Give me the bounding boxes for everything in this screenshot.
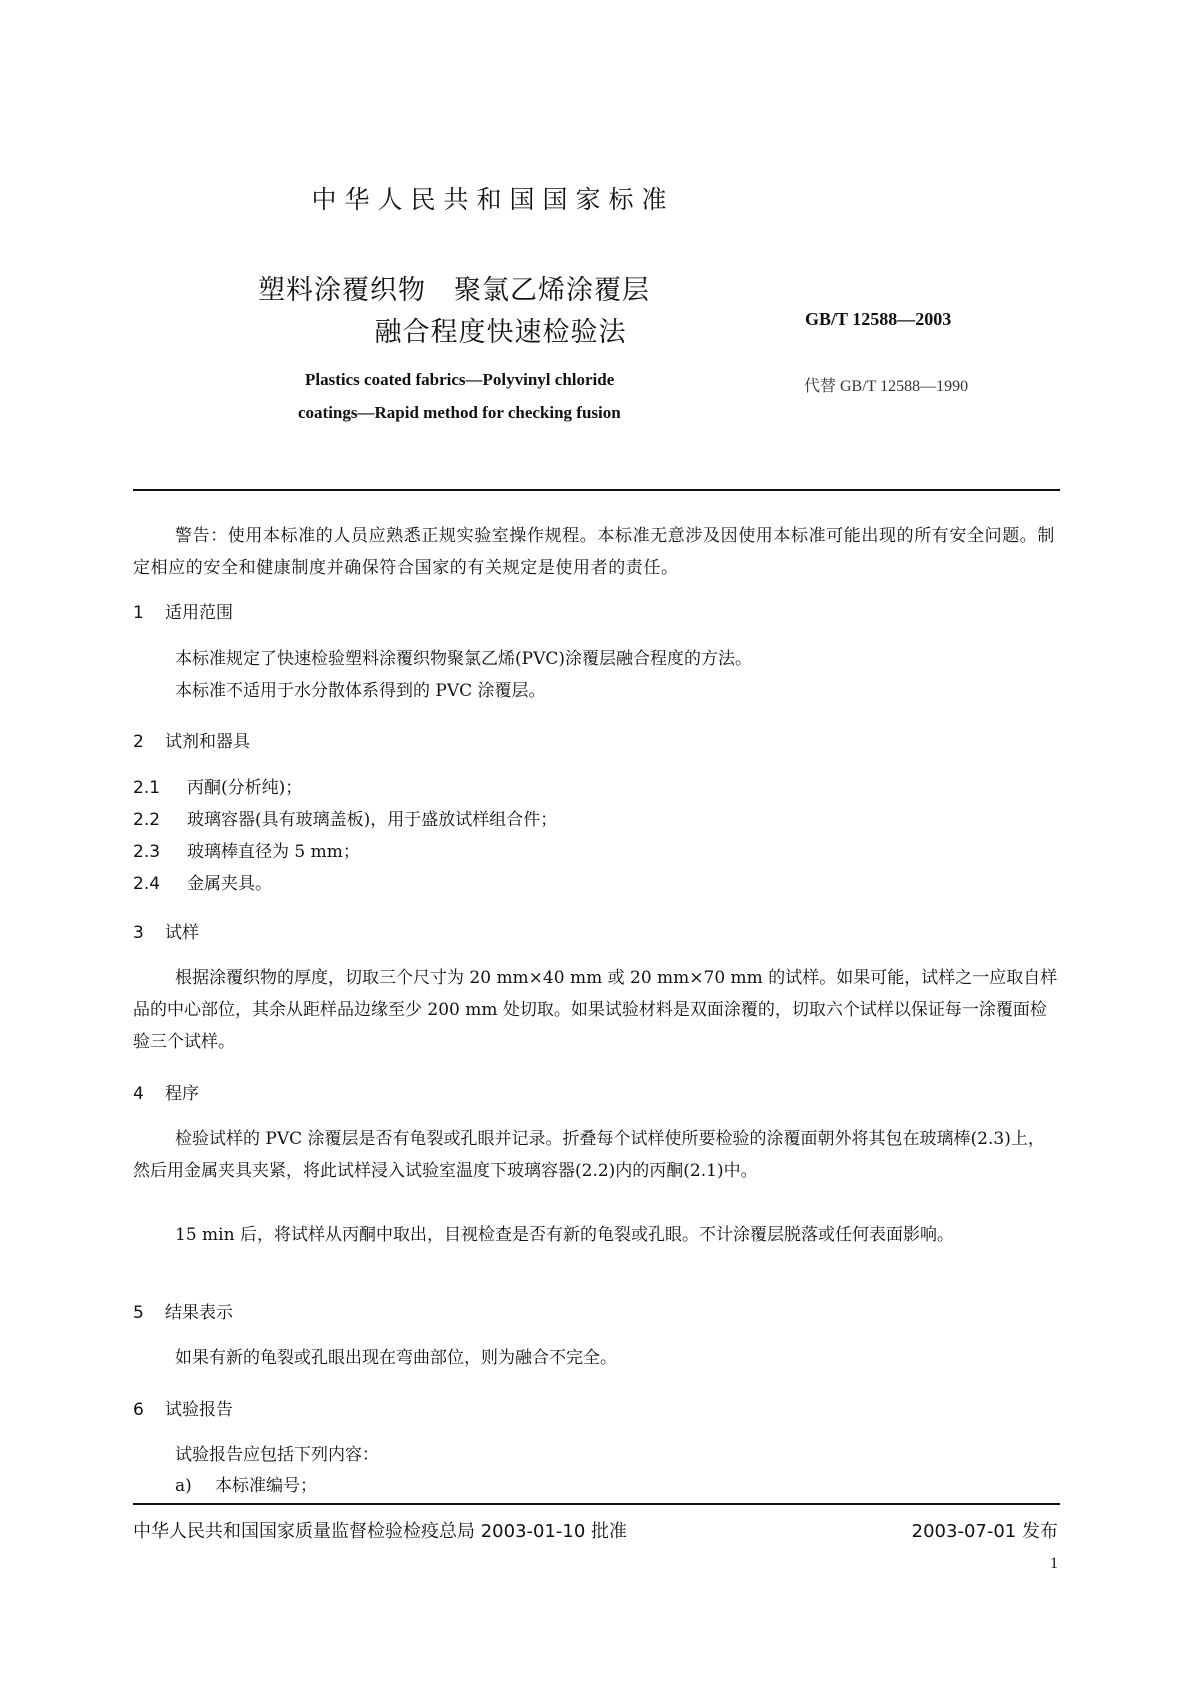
section-title: 试验报告 (165, 1400, 233, 1420)
section-number: 1 (133, 603, 144, 623)
national-standard-heading: 中华人民共和国国家标准 (311, 185, 675, 214)
approval-statement: 中华人民共和国国家质量监督检验检疫总局 2003-01-10 批准 (133, 1521, 628, 1542)
section-2-heading (133, 727, 250, 752)
item-number: 2.4 (133, 874, 161, 894)
item-number: 2.1 (133, 778, 161, 798)
list-item (133, 773, 302, 798)
title-english-line1: Plastics coated fabrics—Polyvinyl chloride (305, 370, 615, 389)
section-1-paragraph-1: 本标准规定了快速检验塑料涂覆织物聚氯乙烯(PVC)涂覆层融合程度的方法。 (175, 649, 752, 669)
replaces-standard: 代替 GB/T 12588—1990 (804, 378, 969, 395)
issue-date: 2003-07-01 发布 (911, 1521, 1058, 1542)
item-text: 玻璃棒直径为 5 mm； (187, 842, 360, 862)
section-6-heading (133, 1395, 233, 1420)
section-title: 结果表示 (165, 1303, 233, 1323)
title-chinese-line2: 融合程度快速检验法 (374, 317, 627, 348)
section-title: 程序 (165, 1084, 199, 1104)
section-1-heading (133, 598, 233, 623)
section-4-heading (133, 1079, 199, 1104)
list-item (175, 1470, 775, 1502)
item-number: 2.3 (133, 842, 161, 862)
section-number: 5 (133, 1303, 144, 1323)
item-text: 本标准编号； (215, 1476, 317, 1496)
section-number: 2 (133, 732, 144, 752)
safety-warning: 警告：使用本标准的人员应熟悉正规实验室操作规程。本标准无意涉及因使用本标准可能出现的所有安全问题。制定相应的安全和健康制度并确保符合国家的有关规定是使用者的责任。 (133, 526, 1055, 578)
item-text: 丙酮(分析纯)； (187, 778, 303, 798)
item-text: 玻璃容器(具有玻璃盖板)，用于盛放试样组合件； (187, 810, 558, 830)
section-number: 3 (133, 923, 144, 943)
item-number: 2.2 (133, 810, 161, 830)
title-chinese-line1: 塑料涂覆织物 聚氯乙烯涂覆层 (258, 275, 650, 306)
section-1-paragraph-2: 本标准不适用于水分散体系得到的 PVC 涂覆层。 (175, 681, 546, 701)
section-title: 适用范围 (165, 603, 233, 623)
standard-number: GB/T 12588—2003 (805, 309, 952, 329)
section-title: 试样 (165, 923, 199, 943)
header-divider (133, 489, 1060, 491)
item-text: 金属夹具。 (187, 874, 272, 894)
list-item (133, 837, 360, 862)
section-6-paragraph-1: 试验报告应包括下列内容： (175, 1445, 379, 1465)
section-5-heading (133, 1298, 233, 1323)
section-number: 6 (133, 1400, 144, 1420)
list-item (133, 869, 272, 894)
title-english-line2: coatings—Rapid method for checking fusion (298, 403, 621, 422)
item-number: a) (175, 1476, 192, 1496)
page-number: 1 (1050, 1555, 1058, 1572)
section-3-heading (133, 918, 199, 943)
section-5-paragraph-1: 如果有新的龟裂或孔眼出现在弯曲部位，则为融合不完全。 (175, 1348, 617, 1368)
section-number: 4 (133, 1084, 144, 1104)
footer-divider (133, 1503, 1060, 1505)
section-4-paragraph-2: 15 min 后，将试样从丙酮中取出，目视检查是否有新的龟裂或孔眼。不计涂覆层脱落或任何表面影响。 (175, 1225, 954, 1245)
section-title: 试剂和器具 (165, 732, 250, 752)
list-item (133, 805, 557, 830)
section-3-paragraph-1: 根据涂覆织物的厚度，切取三个尺寸为 20 mm×40 mm 或 20 mm×70 mm 的试样。如果可能，试样之一应取自样品的中心部位，其余从距样品边缘至少 200 mm 处切取。如果试验材料是双面涂覆的，切取六个试样以保证每一涂覆面检验三个试样。 (133, 968, 1058, 1052)
section-4-paragraph-1: 检验试样的 PVC 涂覆层是否有龟裂或孔眼并记录。折叠每个试样使所要检验的涂覆面朝外将其包在玻璃棒(2.3)上，然后用金属夹具夹紧，将此试样浸入试验室温度下玻璃容器(2.2)内的丙酮(2.1)中。 (133, 1129, 1045, 1181)
